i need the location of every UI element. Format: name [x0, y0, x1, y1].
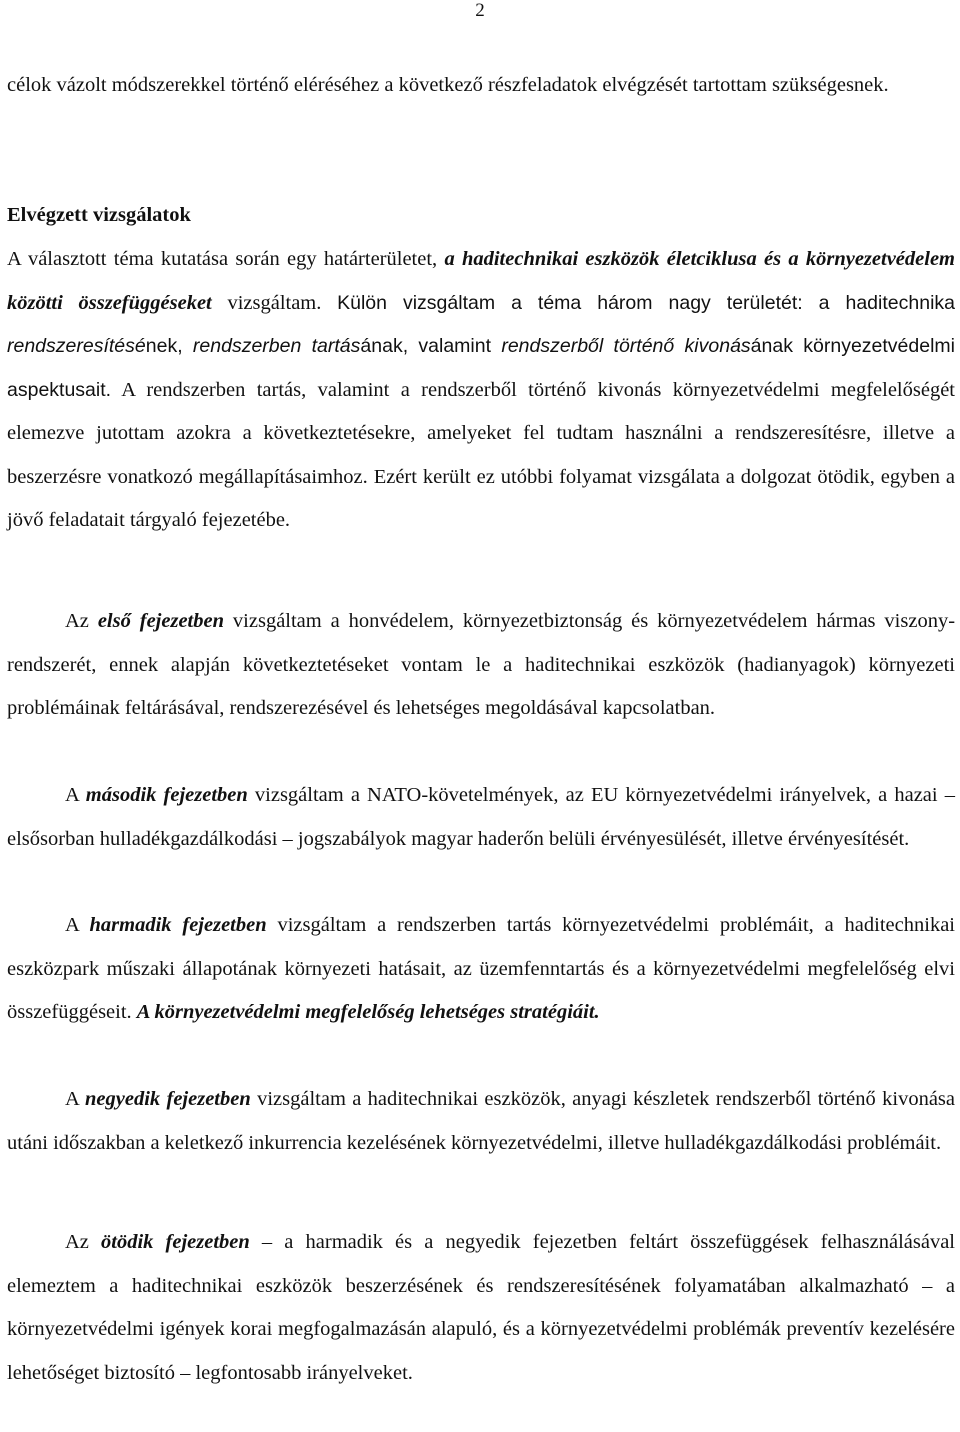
text-run: A — [65, 1088, 86, 1110]
paragraph-chapter-4 — [7, 1078, 955, 1165]
text-run-sans-italic: rendszerből történő kivonás — [501, 335, 751, 357]
paragraph-chapter-3 — [7, 904, 955, 1035]
text-run-bold-italic: a haditechnikai eszközök életciklusa és a környezetvédelem közötti összefüggéseket — [7, 248, 955, 314]
paragraph-chapter-5 — [7, 1221, 955, 1395]
text-run-sans: ának, valamint — [360, 335, 502, 357]
page-number: 2 — [475, 0, 485, 21]
section-heading: Elvégzett vizsgálatok — [7, 204, 191, 226]
text-run: vizsgáltam. — [211, 291, 338, 314]
paragraph-overview — [7, 238, 955, 543]
text-run: – a harmadik és a negyedik fejezetben feltárt összefüggések felhasználásával elemeztem a haditechnikai eszközök beszerzésének és rendszeresítésének folyamatában alkalmazható – a környezetvédelmi igények korai megfogalmazásán alapuló, és a környezetvédelmi problémák preventív kezelésére lehetőséget biztosító – legfontosabb irányelveket. — [7, 1231, 955, 1384]
text-run: vizsgáltam a rendszerben tartás környezetvédelmi problémáit, a haditechnikai eszközpark műszaki állapotának környezeti hatásait, az üzemfenntartás és a környezetvédelmi megfelelőség elvi összefüggéseit. — [7, 914, 955, 1023]
text-run-bold-italic: ötödik fejezetben — [101, 1231, 250, 1253]
text-run: vizsgáltam a haditechnikai eszközök, anyagi készletek rendszerből történő kivonása utáni időszakban a keletkező inkurrencia kezelésének környezetvédelmi, illetve hulladékgazdálkodási problémáit. — [7, 1088, 955, 1154]
paragraph-intro: célok vázolt módszerekkel történő eléréséhez a következő részfeladatok elvégzését tartottam szükségesnek. — [7, 74, 889, 96]
text-run: vizsgáltam a NATO-követelmények, az EU környezetvédelmi irányelvek, a hazai – elsősorban hulladékgazdálkodási – jogszabályok magyar haderőn belüli érvényesülését, illetve érvényesítését. — [7, 784, 955, 850]
text-run-sans-italic: rendszeresítésé — [7, 335, 146, 357]
text-run-bold-italic: második fejezetben — [85, 784, 248, 806]
text-run-bold-italic: A környezetvédelmi megfelelőség lehetséges stratégiáit. — [136, 1001, 600, 1023]
text-run-bold-italic: harmadik fejezetben — [89, 914, 267, 936]
text-run: A választott téma kutatása során egy határterületet, — [7, 248, 445, 270]
text-run-sans-italic: rendszerben tartás — [192, 335, 361, 357]
text-run: Az — [65, 1231, 102, 1253]
paragraph-chapter-1 — [7, 600, 955, 731]
paragraph-chapter-2 — [7, 774, 955, 861]
text-run: vizsgáltam a honvédelem, környezetbiztonság és környezetvédelem hármas viszony-rendszerét, ennek alapján következtetéseket vontam le a haditechnikai eszközök (hadianyagok) környezeti problémáinak feltárásával, rendszerezésével és lehetséges megoldásával kapcsolatban. — [7, 610, 956, 719]
text-run: A — [65, 914, 90, 936]
text-run-sans: nek, — [145, 335, 193, 357]
text-run-bold-italic: első fejezetben — [97, 610, 225, 632]
text-run: A — [65, 784, 86, 806]
text-run: A rendszerben tartás, valamint a rendszerből történő kivonás környezetvédelmi megfelelőségét elemezve jutottam azokra a következtetésekre, amelyeket fel tudtam használni a rendszeresítésre, illetve a beszerzésre vonatkozó megállapításaimhoz. Ezért került ez utóbbi folyamat vizsgálata a dolgozat ötödik, egyben a jövő feladatait tárgyaló fejezetébe. — [7, 378, 955, 531]
text-run-bold-italic: negyedik fejezetben — [85, 1088, 251, 1110]
text-run-sans: Külön vizsgáltam a téma három nagy területét: a haditechnika — [337, 291, 955, 314]
text-run: Az — [65, 610, 98, 632]
text-run-sans: ának környezetvédelmi aspektusait. — [7, 335, 955, 401]
